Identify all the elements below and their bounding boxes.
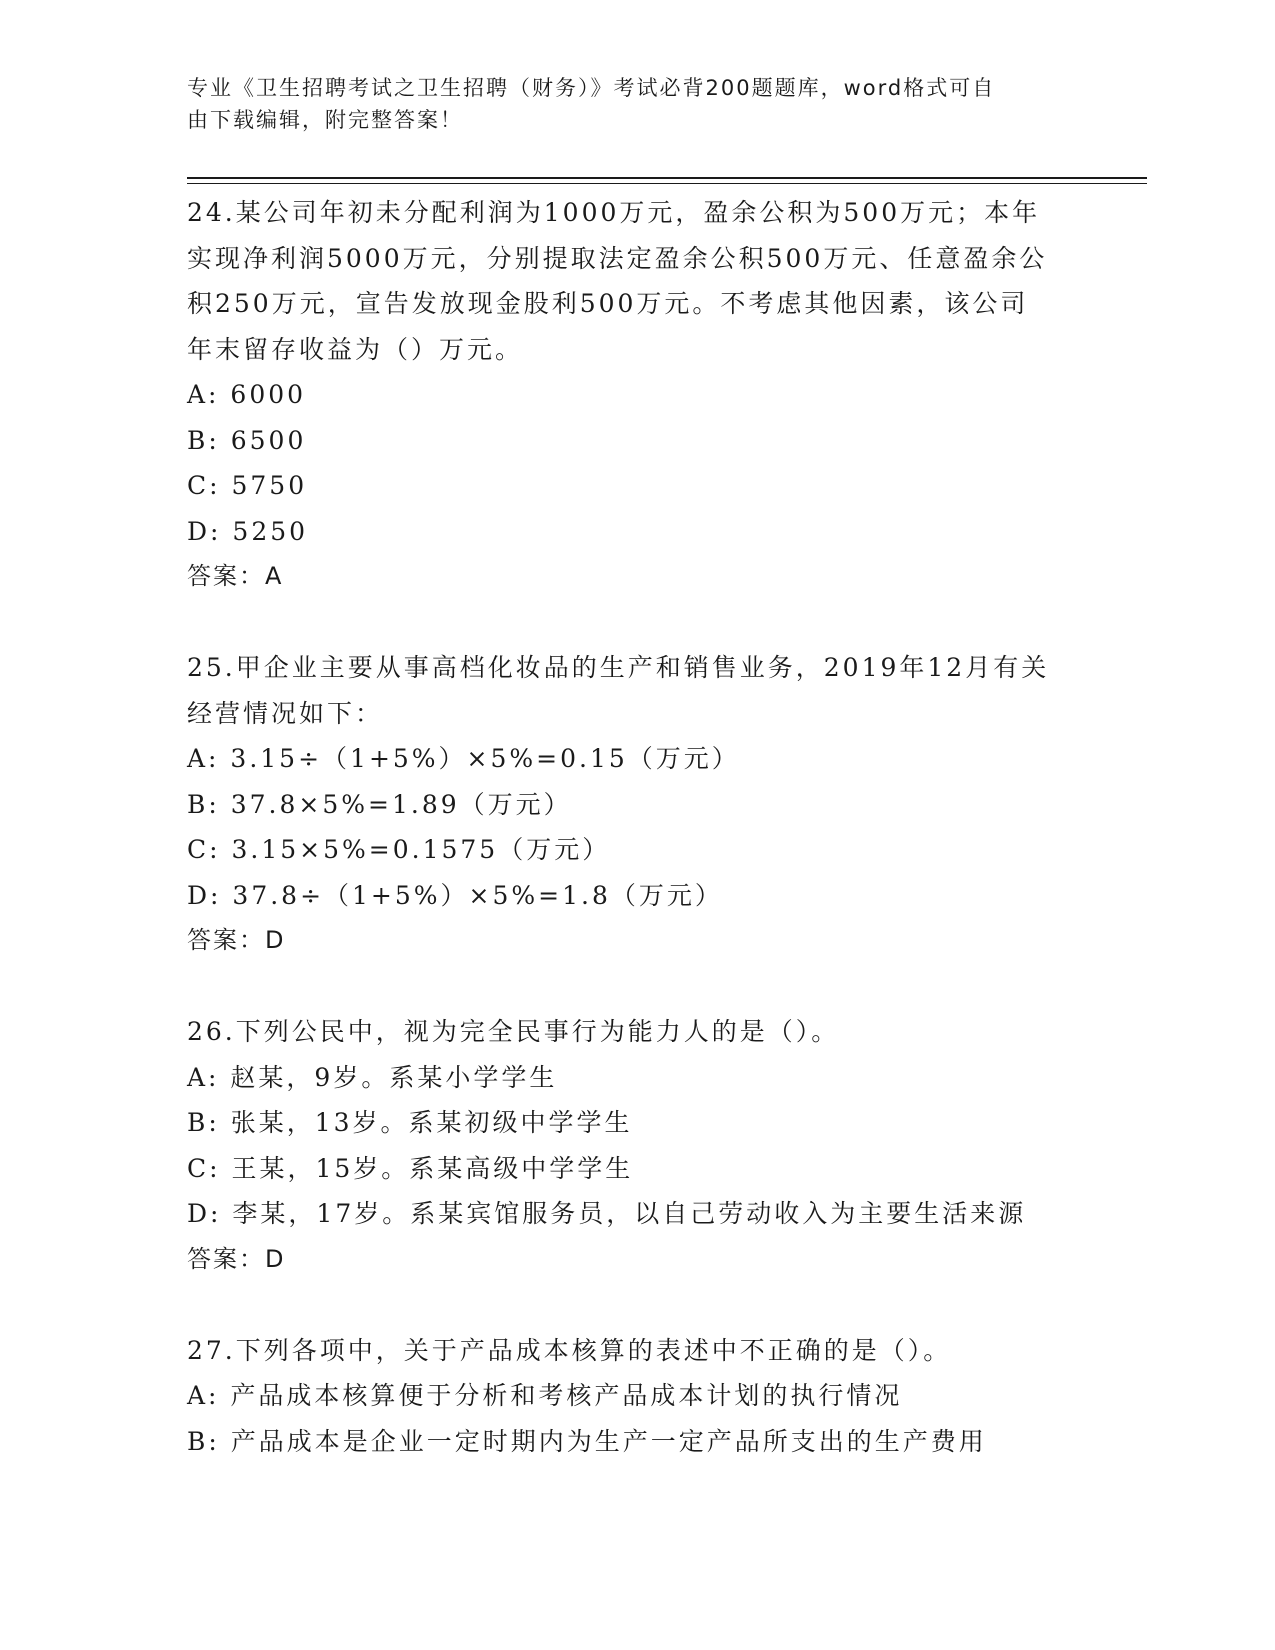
option-b: B: 37.8×5%=1.89（万元）: [187, 789, 572, 819]
option-c: C: 王某，15岁。系某高级中学学生: [187, 1153, 634, 1183]
question-stem-line: 24.某公司年初未分配利润为1000万元，盈余公积为500万元；本年: [187, 198, 1041, 227]
question-stem-line: 27.下列各项中，关于产品成本核算的表述中不正确的是（）。: [187, 1335, 952, 1365]
spacer: [187, 1282, 1087, 1328]
header-rule-thick: [187, 177, 1147, 179]
question-stem-line: 实现净利润5000万元，分别提取法定盈余公积500万元、任意盈余公: [187, 243, 1048, 273]
option-c: C: 5750: [187, 471, 308, 500]
question-stem-line: 经营情况如下：: [187, 698, 384, 728]
option-a: A: 3.15÷（1+5%）×5%=0.15（万元）: [187, 744, 740, 773]
option-c: C: 3.15×5%=0.1575（万元）: [187, 835, 611, 864]
answer-line: 答案：A: [187, 562, 284, 590]
option-d: D: 5250: [187, 516, 309, 546]
document-header: [187, 72, 1067, 136]
option-d: D: 37.8÷（1+5%）×5%=1.8（万元）: [187, 880, 723, 910]
question-stem-line: 年末留存收益为（）万元。: [187, 334, 524, 364]
question-24: [187, 190, 1087, 600]
answer-line: 答案：D: [187, 926, 286, 954]
question-list: [187, 190, 1087, 1464]
question-stem-line: 25.甲企业主要从事高档化妆品的生产和销售业务，2019年12月有关: [187, 653, 1050, 682]
option-a: A: 产品成本核算便于分析和考核产品成本计划的执行情况: [187, 1381, 903, 1410]
option-b: B: 6500: [187, 425, 307, 455]
spacer: [187, 964, 1087, 1010]
option-d: D: 李某，17岁。系某宾馆服务员，以自己劳动收入为主要生活来源: [187, 1199, 1027, 1228]
option-b: B: 产品成本是企业一定时期内为生产一定产品所支出的生产费用: [187, 1426, 987, 1456]
option-a: A: 6000: [187, 380, 307, 409]
question-26: [187, 1009, 1087, 1282]
question-25: [187, 645, 1087, 964]
question-27: [187, 1328, 1087, 1465]
option-a: A: 赵某，9岁。系某小学学生: [187, 1062, 558, 1092]
option-b: B: 张某，13岁。系某初级中学学生: [187, 1108, 633, 1137]
question-stem-line: 积250万元，宣告发放现金股利500万元。不考虑其他因素，该公司: [187, 289, 1029, 318]
question-stem-line: 26.下列公民中，视为完全民事行为能力人的是（）。: [187, 1017, 840, 1046]
spacer: [187, 600, 1087, 646]
header-title-line-2: 由下载编辑，附完整答案！: [187, 108, 463, 132]
header-title-line-1: 专业《卫生招聘考试之卫生招聘（财务）》考试必背200题题库，word格式可自: [187, 76, 996, 100]
answer-line: 答案：D: [187, 1244, 286, 1273]
header-rule-thin: [187, 183, 1147, 184]
